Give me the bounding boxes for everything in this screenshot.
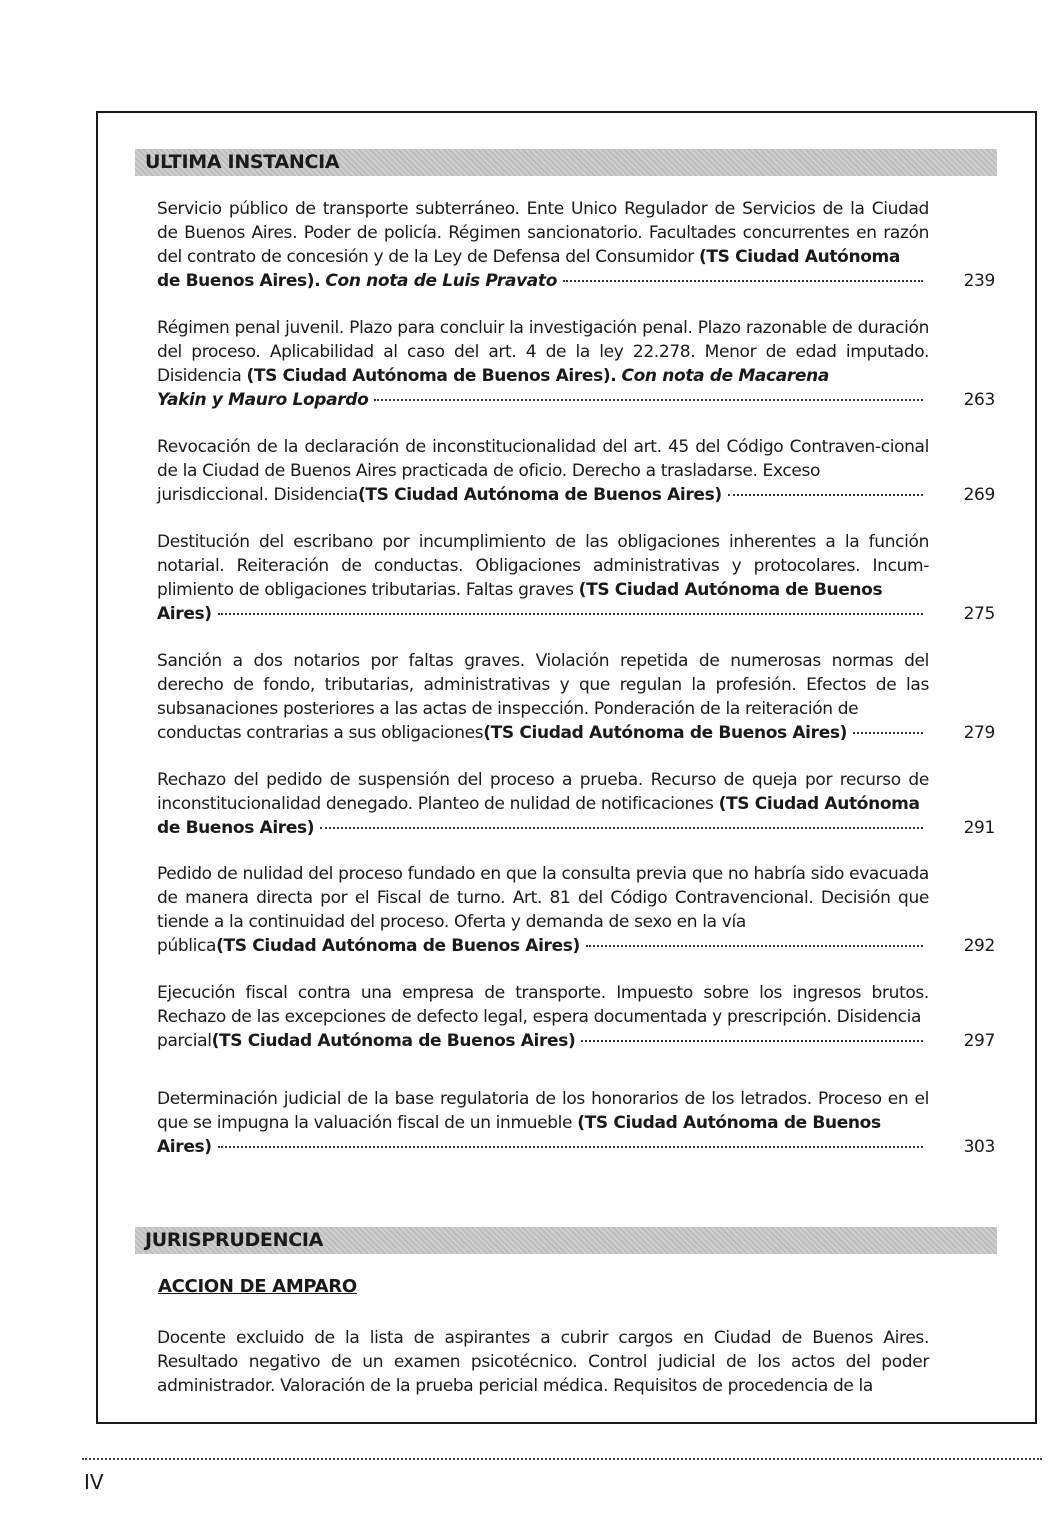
dot-leaders — [218, 612, 923, 615]
dot-leaders — [581, 1039, 923, 1042]
dot-leaders — [320, 826, 923, 829]
page-number: 279 — [963, 723, 995, 743]
toc-entry — [157, 768, 995, 840]
entry-text: Sanción a dos notarios por faltas graves. Violación repetida de numerosas normas del derecho de fondo, tributarias, administrativas y que regulan la profesión. Efectos de las subsanaciones posteriores a las actas de inspección. Ponderación de la reiteración de — [157, 651, 929, 719]
page-number: 263 — [963, 390, 995, 410]
entry-text: Régimen penal juvenil. Plazo para concluir la investigación penal. Plazo razonable de duración del proceso. Aplicabilidad al caso del art. 4 de la ley 22.278. Menor de edad imputado. Disidencia (TS Ciudad Autónoma de Buenos Aires). Con nota de Macarena — [157, 318, 929, 386]
entry-lastline: Aires) 275 — [157, 604, 995, 624]
dot-leaders — [563, 279, 923, 282]
page-number: 292 — [963, 936, 995, 956]
section-banner-jurisprudencia — [135, 1227, 997, 1254]
entry-lastline: jurisdiccional. Disidencia (TS Ciudad Autónoma de Buenos Aires) 269 — [157, 485, 995, 505]
page-number: 291 — [963, 818, 995, 838]
toc-entry — [157, 1087, 995, 1159]
toc-entry — [157, 981, 995, 1053]
dot-leaders — [853, 731, 923, 734]
entry-text: Determinación judicial de la base regulatoria de los honorarios de los letrados. Proceso en el que se impugna la valuación fiscal de un inmueble (TS Ciudad Autónoma de Buenos — [157, 1089, 929, 1133]
entry-lastline: de Buenos Aires) 291 — [157, 818, 995, 838]
page-number: 275 — [963, 604, 995, 624]
entry-lastline: de Buenos Aires). Con nota de Luis Pravato 239 — [157, 271, 995, 291]
entry-text: Destitución del escribano por incumplimiento de las obligaciones inherentes a la función notarial. Reiteración de conductas. Obligaciones administrativas y protocolares. Incum-plimiento de obligaciones tributarias. Faltas graves (TS Ciudad Autónoma de Buenos — [157, 532, 929, 600]
entry-text: Ejecución fiscal contra una empresa de transporte. Impuesto sobre los ingresos brutos. Rechazo de las excepciones de defecto legal, espera documentada y prescripción. Disidencia — [157, 983, 929, 1027]
dot-leaders — [728, 493, 923, 496]
entry-text: Docente excluido de la lista de aspirantes a cubrir cargos en Ciudad de Buenos Aires. Resultado negativo de un examen psicotécnico. Control judicial de los actos del poder administrador. Valoración de la prueba pericial médica. Requisitos de procedencia de la — [157, 1328, 929, 1396]
entry-text: Servicio público de transporte subterráneo. Ente Unico Regulador de Servicios de la Ciudad de Buenos Aires. Poder de policía. Régimen sancionatorio. Facultades concurrentes en razón del contrato de concesión y de la Ley de Defensa del Consumidor (TS Ciudad Autónoma — [157, 199, 929, 267]
footer-dotted-rule — [82, 1458, 1042, 1460]
dot-leaders — [586, 944, 923, 947]
toc-entry — [157, 435, 995, 507]
toc-entry — [157, 649, 995, 745]
toc-entry — [157, 316, 995, 412]
toc-entry — [157, 1326, 995, 1398]
entry-text: Revocación de la declaración de inconstitucionalidad del art. 45 del Código Contraven-cional de la Ciudad de Buenos Aires practicada de oficio. Derecho a trasladarse. Exceso — [157, 437, 929, 481]
toc-entry — [157, 862, 995, 958]
entry-text: Rechazo del pedido de suspensión del proceso a prueba. Recurso de queja por recurso de inconstitucionalidad denegado. Planteo de nulidad de notificaciones (TS Ciudad Autónoma — [157, 770, 929, 814]
dot-leaders — [218, 1145, 923, 1148]
section-title: ULTIMA INSTANCIA — [145, 151, 340, 173]
dot-leaders — [374, 398, 923, 401]
page-number: 297 — [963, 1031, 995, 1051]
section-banner-ultima-instancia — [135, 149, 997, 176]
entry-lastline: Yakin y Mauro Lopardo 263 — [157, 390, 995, 410]
toc-entry — [157, 197, 995, 293]
subheading: ACCION DE AMPARO — [158, 1276, 357, 1297]
section-title: JURISPRUDENCIA — [145, 1229, 324, 1251]
toc-entry — [157, 530, 995, 626]
page-number: 239 — [963, 271, 995, 291]
entry-lastline: conductas contrarias a sus obligaciones (TS Ciudad Autónoma de Buenos Aires) 279 — [157, 723, 995, 743]
entry-text: Pedido de nulidad del proceso fundado en que la consulta previa que no habría sido evacuada de manera directa por el Fiscal de turno. Art. 81 del Código Contravencional. Decisión que tiende a la continuidad del proceso. Oferta y demanda de sexo en la vía — [157, 864, 929, 932]
entry-lastline: parcial (TS Ciudad Autónoma de Buenos Aires) 297 — [157, 1031, 995, 1051]
page-number-footer: IV — [84, 1470, 104, 1494]
page-number: 303 — [963, 1137, 995, 1157]
page-number: 269 — [963, 485, 995, 505]
entry-lastline: pública (TS Ciudad Autónoma de Buenos Aires) 292 — [157, 936, 995, 956]
entry-lastline: Aires) 303 — [157, 1137, 995, 1157]
